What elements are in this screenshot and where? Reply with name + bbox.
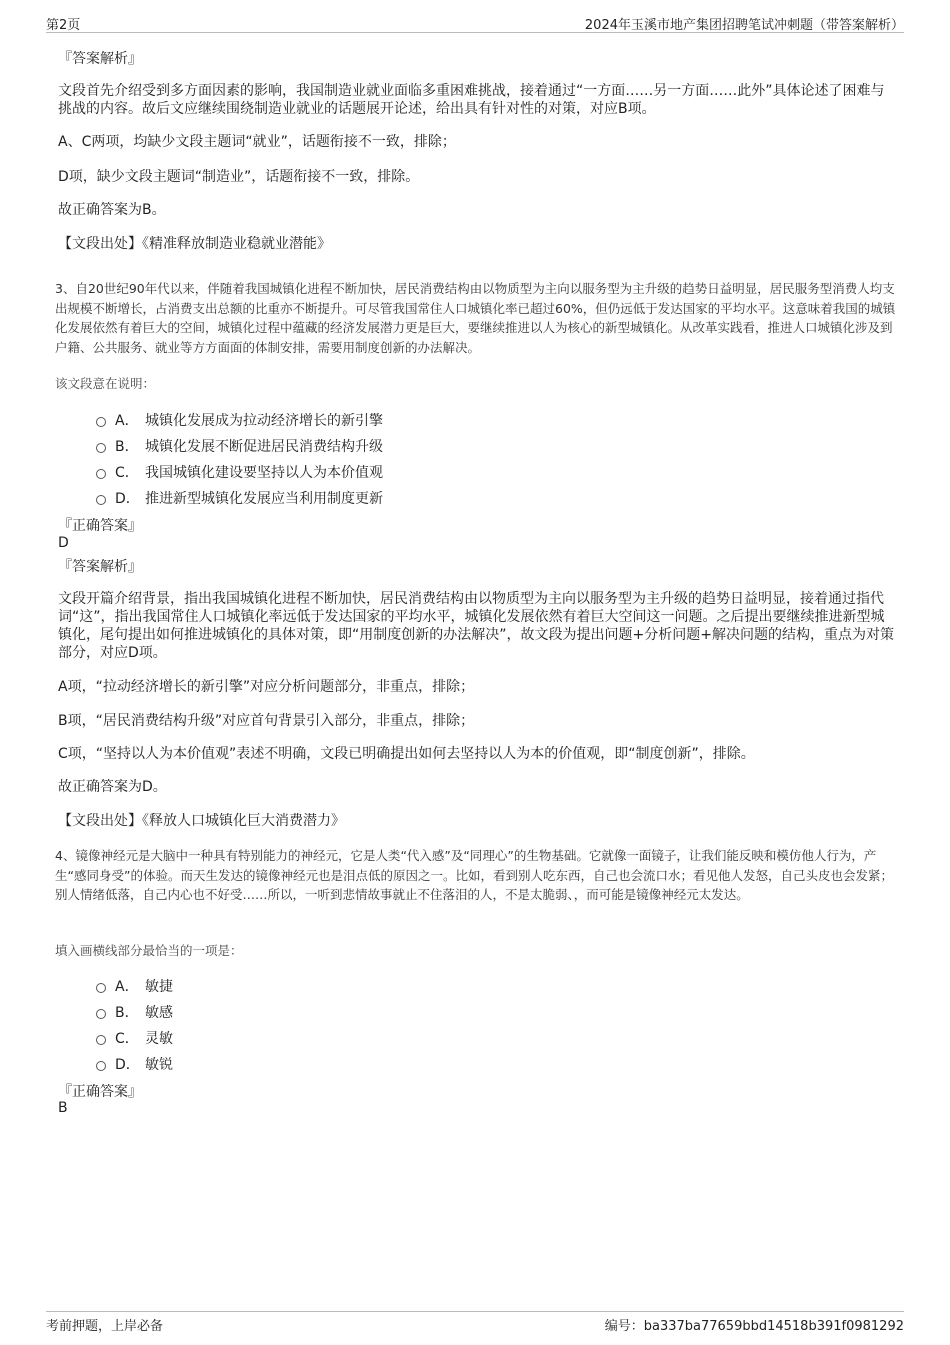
option-letter: D． — [115, 491, 140, 507]
q3-option-a-note: A项，“拉动经济增长的新引擎”对应分析问题部分，非重点，排除； — [58, 679, 475, 695]
option-letter: C． — [115, 465, 139, 481]
option-text: 城镇化发展成为拉动经济增长的新引擎 — [145, 413, 383, 429]
q4-option-d[interactable] — [96, 1054, 173, 1074]
option-text: 敏捷 — [145, 979, 173, 995]
footer-slogan: 考前押题，上岸必备 — [46, 1319, 164, 1334]
radio-icon[interactable] — [96, 495, 106, 505]
radio-icon[interactable] — [96, 1061, 106, 1071]
page-footer — [46, 1311, 904, 1334]
radio-icon[interactable] — [96, 1009, 106, 1019]
option-text: 城镇化发展不断促进居民消费结构升级 — [145, 439, 383, 455]
q4-option-a[interactable] — [96, 976, 173, 996]
option-letter: D． — [115, 1057, 140, 1073]
radio-icon[interactable] — [96, 1035, 106, 1045]
radio-icon[interactable] — [96, 443, 106, 453]
option-text: 敏感 — [145, 1005, 173, 1021]
q3-option-b[interactable] — [96, 436, 383, 456]
option-text: 灵敏 — [145, 1031, 173, 1047]
option-letter: C． — [115, 1031, 139, 1047]
q2-analysis-text: 文段首先介绍受到多方面因素的影响，我国制造业就业面临多重困难挑战，接着通过“一方面……另一方面……此外”具体论述了困难与挑战的内容。故后文应继续围绕制造业就业的话题展开论述，给出具有针对性的对策，对应B项。 — [58, 83, 885, 117]
q3-option-c-note: C项，“坚持以人为本价值观”表述不明确，文段已明确提出如何去坚持以人为本的价值观，即“制度创新”，排除。 — [58, 746, 755, 762]
q2-conclusion: 故正确答案为B。 — [58, 202, 166, 218]
q4-option-c[interactable] — [96, 1028, 173, 1048]
option-text: 推进新型城镇化发展应当利用制度更新 — [145, 491, 383, 507]
q3-prompt: 该文段意在说明： — [55, 376, 156, 391]
q3-source: 【文段出处】《释放人口城镇化巨大消费潜力》 — [58, 813, 345, 829]
q2-option-ac-note: A、C两项，均缺少文段主题词“就业”，话题衔接不一致，排除； — [58, 134, 456, 150]
option-text: 敏锐 — [145, 1057, 173, 1073]
q2-analysis-label: 『答案解析』 — [58, 51, 142, 67]
page-number: 第2页 — [46, 18, 81, 33]
option-letter: A． — [115, 413, 139, 429]
q2-option-d-note: D项，缺少文段主题词“制造业”，话题衔接不一致，排除。 — [58, 169, 420, 185]
q3-correct-label: 『正确答案』 — [58, 518, 142, 534]
document-title: 2024年玉溪市地产集团招聘笔试冲刺题（带答案解析） — [584, 18, 904, 33]
radio-icon[interactable] — [96, 469, 106, 479]
q3-answer: D — [58, 535, 69, 551]
radio-icon[interactable] — [96, 417, 106, 427]
q4-answer: B — [58, 1100, 68, 1116]
q4-correct-label: 『正确答案』 — [58, 1084, 142, 1100]
q3-question-text: 3、自20世纪90年代以来，伴随着我国城镇化进程不断加快，居民消费结构由以物质型为主向以服务型为主升级的趋势日益明显，居民服务型消费人均支出规模不断增长，占消费支出总额的比重亦不断提升。可尽管我国常住人口城镇化率已超过60%，但仍远低于发达国家的平均水平。这意味着我国的城镇化发展依然有着巨大的空间，城镇化过程中蕴藏的经济发展潜力更是巨大，要继续推进以人为核心的新型城镇化。从改革实践看，推进人口城镇化涉及到户籍、公共服务、就业等方方面面的体制安排，需要用制度创新的办法解决。 — [55, 281, 896, 355]
option-letter: B． — [115, 439, 139, 455]
q4-prompt: 填入画横线部分最恰当的一项是： — [55, 943, 243, 958]
option-text: 我国城镇化建设要坚持以人为本价值观 — [145, 465, 383, 481]
q3-analysis-label: 『答案解析』 — [58, 559, 142, 575]
q4-question-text: 4、镜像神经元是大脑中一种具有特别能力的神经元，它是人类“代入感”及“同理心”的生物基础。它就像一面镜子，让我们能反映和模仿他人行为，产生“感同身受”的体验。而天生发达的镜像神经元也是泪点低的原因之一。比如，看到别人吃东西，自己也会流口水；看见他人发怒，自己头皮也会发紧；别人情绪低落，自己内心也不好受……所以，一听到悲情故事就止不住落泪的人，不是太脆弱、，而可能是镜像神经元太发达。 — [55, 848, 893, 902]
q3-option-d[interactable] — [96, 488, 383, 508]
q3-analysis-text: 文段开篇介绍背景，指出我国城镇化进程不断加快，居民消费结构由以物质型为主向以服务型为主升级的趋势日益明显，接着通过指代词“这”，指出我国常住人口城镇化率远低于发达国家的平均水平，城镇化发展依然有着巨大空间这一问题。之后提出要继续推进新型城镇化，尾句提出如何推进城镇化的具体对策，即“用制度创新的办法解决”，故文段为提出问题+分析问题+解决问题的结构，重点为对策部分，对应D项。 — [58, 591, 894, 661]
q2-source: 【文段出处】《精准释放制造业稳就业潜能》 — [58, 236, 331, 252]
q3-conclusion: 故正确答案为D。 — [58, 779, 167, 795]
option-letter: B． — [115, 1005, 139, 1021]
q3-option-b-note: B项，“居民消费结构升级”对应首句背景引入部分，非重点，排除； — [58, 713, 475, 729]
document-id: 编号：ba337ba77659bbd14518b391f0981292 — [604, 1319, 904, 1334]
q4-option-b[interactable] — [96, 1002, 173, 1022]
page-header — [46, 14, 904, 33]
q3-option-c[interactable] — [96, 462, 383, 482]
radio-icon[interactable] — [96, 983, 106, 993]
q3-option-a[interactable] — [96, 410, 383, 430]
option-letter: A． — [115, 979, 139, 995]
